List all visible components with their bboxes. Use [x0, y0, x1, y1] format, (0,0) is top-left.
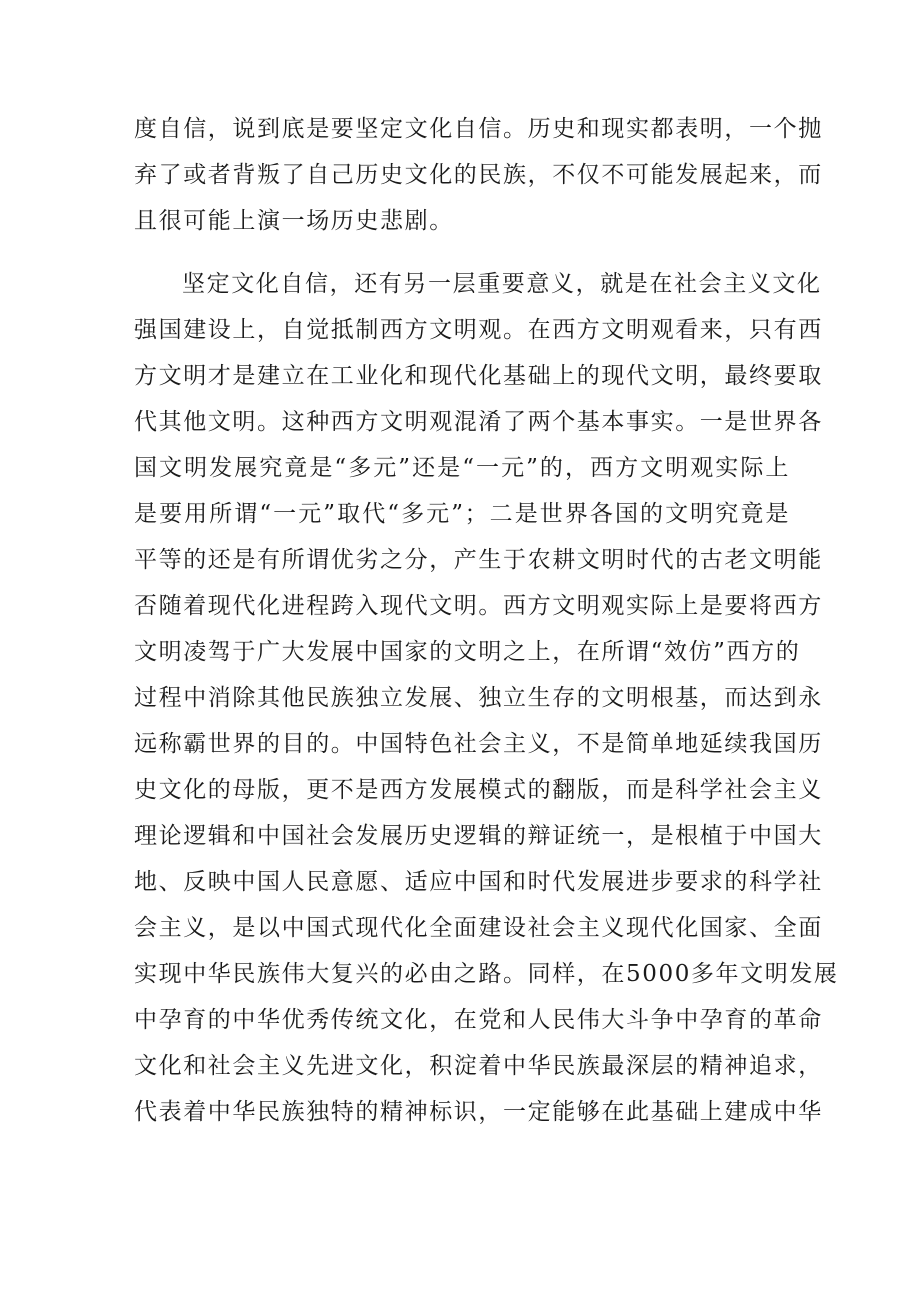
text-line: 否随着现代化进程跨入现代文明。西方文明观实际上是要将西方	[134, 593, 823, 619]
paragraph-2	[134, 261, 839, 1227]
text-line	[134, 1181, 790, 1227]
text-line: 且很可能上演一场历史悲剧。	[134, 208, 454, 234]
text-line: 文明凌驾于广大发展中国家的文明之上，在所谓“效仿”西方的	[134, 639, 801, 665]
text-line: 代表着中华民族独特的精神标识，一定能够在此基础上建成中华	[134, 1099, 823, 1125]
text-line: 弃了或者背叛了自己历史文化的民族，不仅不可能发展起来，而	[134, 162, 823, 188]
text-line: 坚定文化自信，还有另一层重要意义，就是在社会主义文化	[182, 271, 822, 297]
paragraph-1	[134, 106, 823, 244]
text-line: 平等的还是有所谓优劣之分，产生于农耕文明时代的古老文明能	[134, 547, 823, 573]
text-line: 国文明发展究竟是“多元”还是“一元”的，西方文明观实际上	[134, 455, 790, 481]
text-line	[134, 1135, 790, 1181]
text-line: 代其他文明。这种西方文明观混淆了两个基本事实。一是世界各	[134, 409, 823, 435]
text-line: 中孕育的中华优秀传统文化，在党和人民伟大斗争中孕育的革命	[134, 1007, 823, 1033]
text-line: 强国建设上，自觉抵制西方文明观。在西方文明观看来，只有西	[134, 317, 823, 343]
paragraph-spacer	[134, 244, 790, 261]
text-line: 过程中消除其他民族独立发展、独立生存的文明根基，而达到永	[134, 685, 823, 711]
text-line: 度自信，说到底是要坚定文化自信。历史和现实都表明，一个抛	[134, 116, 823, 142]
text-line: 远称霸世界的目的。中国特色社会主义，不是简单地延续我国历	[134, 731, 823, 757]
text-line: 理论逻辑和中国社会发展历史逻辑的辩证统一，是根植于中国大	[134, 823, 823, 849]
text-line: 方文明才是建立在工业化和现代化基础上的现代文明，最终要取	[134, 363, 823, 389]
text-line: 史文化的母版，更不是西方发展模式的翻版，而是科学社会主义	[134, 777, 823, 803]
body-text	[134, 106, 839, 1227]
text-line: 文化和社会主义先进文化，积淀着中华民族最深层的精神追求，	[134, 1053, 823, 1079]
text-line: 是要用所谓“一元”取代“多元”；二是世界各国的文明究竟是	[134, 501, 790, 527]
text-line: 地、反映中国人民意愿、适应中国和时代发展进步要求的科学社	[134, 869, 823, 895]
text-line: 实现中华民族伟大复兴的必由之路。同样，在5000多年文明发展	[134, 961, 839, 987]
text-line: 会主义，是以中国式现代化全面建设社会主义现代化国家、全面	[134, 915, 823, 941]
